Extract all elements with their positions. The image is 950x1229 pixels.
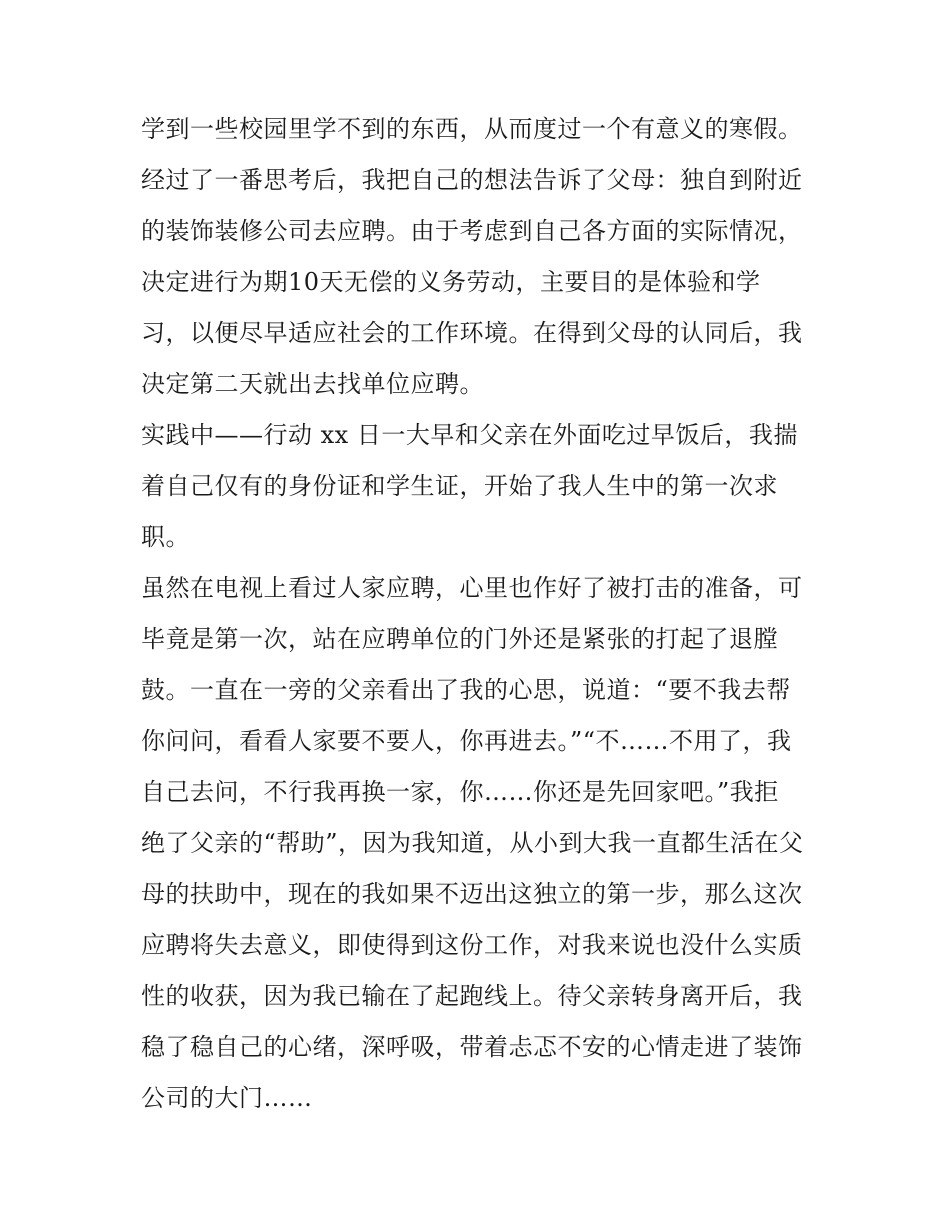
- text-line: 母的扶助中，现在的我如果不迈出这独立的第一步，那么这次: [141, 880, 803, 908]
- text-line: 虽然在电视上看过人家应聘，心里也作好了被打击的准备，可: [141, 574, 803, 602]
- text-line: 的装饰装修公司去应聘。由于考虑到自己各方面的实际情况，: [141, 217, 803, 245]
- text-line: 决定第二天就出去找单位应聘。: [141, 370, 484, 398]
- text-line: 稳了稳自己的心绪，深呼吸，带着忐忑不安的心情走进了装饰: [141, 1033, 803, 1061]
- text-line: 实践中——行动 xx 日一大早和父亲在外面吃过早饭后，我揣: [141, 421, 798, 449]
- text-line: 习，以便尽早适应社会的工作环境。在得到父母的认同后，我: [141, 319, 803, 347]
- text-line: 性的收获，因为我已输在了起跑线上。待父亲转身离开后，我: [141, 982, 803, 1010]
- text-line: 学到一些校园里学不到的东西，从而度过一个有意义的寒假。: [141, 115, 803, 143]
- text-line: 你问问，看看人家要不要人，你再进去。”“不……不用了，我: [141, 727, 792, 755]
- text-line: 经过了一番思考后，我把自己的想法告诉了父母：独自到附近: [141, 166, 803, 194]
- text-line: 职。: [141, 523, 190, 551]
- text-line: 应聘将失去意义，即使得到这份工作，对我来说也没什么实质: [141, 931, 803, 959]
- text-line: 着自己仅有的身份证和学生证，开始了我人生中的第一次求: [141, 472, 778, 500]
- text-line: 自己去问，不行我再换一家，你……你还是先回家吧。”我拒: [141, 778, 779, 806]
- text-line: 公司的大门……: [141, 1084, 313, 1112]
- text-line: 决定进行为期10天无偿的义务劳动，主要目的是体验和学: [141, 268, 761, 296]
- text-line: 绝了父亲的“帮助”，因为我知道，从小到大我一直都生活在父: [141, 829, 804, 857]
- text-line: 鼓。一直在一旁的父亲看出了我的心思，说道：“要不我去帮: [141, 676, 791, 704]
- text-line: 毕竟是第一次，站在应聘单位的门外还是紧张的打起了退膛: [141, 625, 778, 653]
